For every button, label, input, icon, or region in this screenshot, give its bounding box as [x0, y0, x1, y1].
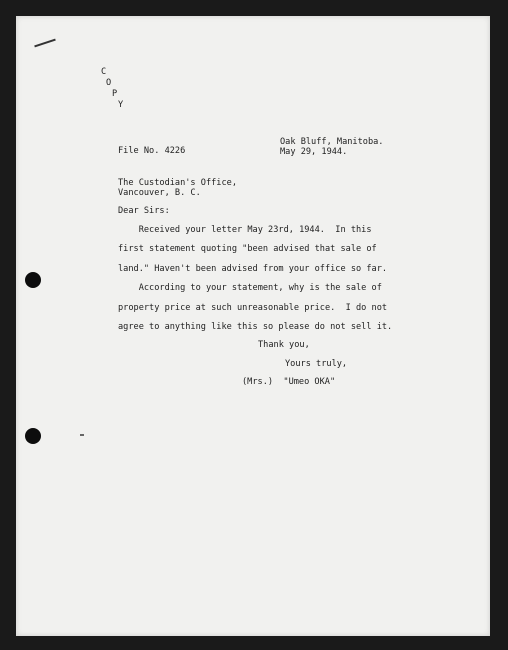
addressee-line-1: The Custodian's Office, [118, 178, 237, 188]
body-line: Received your letter May 23rd, 1944. In this [118, 225, 372, 235]
body-line: agree to anything like this so please do not sell it. [118, 322, 393, 332]
binder-hole-top [25, 272, 41, 288]
place-line: Oak Bluff, Manitoba. [280, 137, 384, 147]
document-page [16, 16, 490, 636]
copy-stamp-c: C [101, 67, 107, 77]
speck-mark [80, 434, 84, 436]
copy-stamp-o: O [106, 78, 112, 88]
date-line: May 29, 1944. [280, 147, 348, 157]
body-line: first statement quoting "been advised that sale of [118, 244, 377, 254]
signature: (Mrs.) "Umeo OKA" [242, 377, 336, 387]
salutation: Dear Sirs: [118, 206, 170, 216]
body-line: property price at such unreasonable price. I do not [118, 303, 388, 313]
body-line: According to your statement, why is the sale of [118, 283, 382, 293]
body-line: land." Haven't been advised from your office so far. [118, 264, 388, 274]
pen-mark [34, 39, 56, 48]
copy-stamp-y: Y [118, 100, 124, 110]
signoff: Yours truly, [285, 359, 348, 369]
addressee-line-2: Vancouver, B. C. [118, 188, 201, 198]
file-number: File No. 4226 [118, 146, 186, 156]
closing: Thank you, [258, 340, 310, 350]
binder-hole-bottom [25, 428, 41, 444]
copy-stamp-p: P [112, 89, 118, 99]
